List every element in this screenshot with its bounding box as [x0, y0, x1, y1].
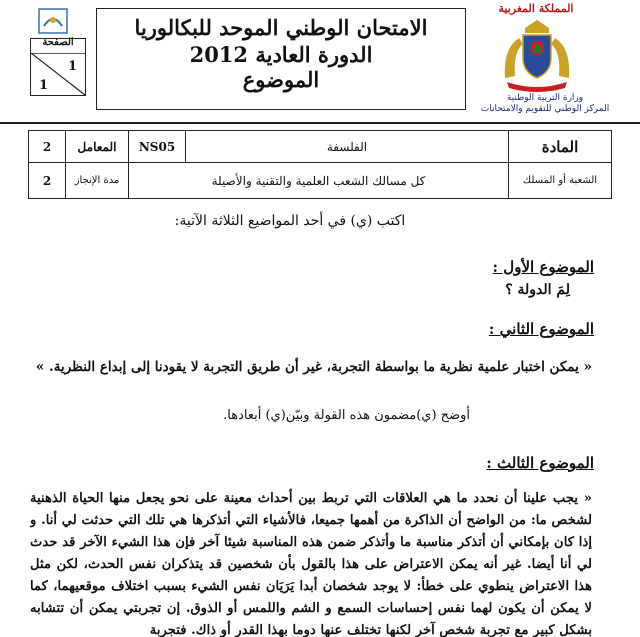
duration-label: مدة الإنجاز [66, 163, 129, 199]
coef-label: المعامل [66, 131, 129, 163]
exam-subject-label: الموضوع [242, 67, 320, 92]
page-label: الصفحة [42, 37, 74, 48]
branch-value: كل مسالك الشعب العلمية والتقنية والأصيلة [129, 163, 509, 199]
duration-value: 2 [29, 163, 66, 199]
coef-value: 2 [29, 131, 66, 163]
topic2-task: أوضح (ي)مضمون هذه القولة وبيّن(ي) أبعادها. [223, 408, 470, 423]
topic2-heading: الموضوع الثاني : [488, 320, 594, 338]
subject-label: المادة [509, 131, 612, 163]
exam-session: الدورة العادية 2012 [189, 42, 373, 67]
topic1-text: لِمَ الدولة ؟ [505, 282, 570, 298]
kingdom-title: المملكة المغربية [498, 2, 574, 15]
topic2-quote: « يمكن اختبار علمية نظرية ما بواسطة التجربة، غير أن طريق التجربة لا يقودنا إلى إبداع النظرية. » [35, 359, 592, 375]
subject-value: الفلسفة [186, 131, 509, 163]
page-total: 1 [67, 59, 77, 74]
ministry-line-1: وزارة التربية الوطنية [506, 93, 584, 103]
header-rule [0, 122, 640, 124]
topic1-heading: الموضوع الأول : [492, 258, 594, 276]
page-number: 1 [39, 78, 49, 93]
coat-of-arms-icon [497, 18, 577, 92]
topic3-text: « يجب علينا أن نحدد ما هي العلاقات التي تربط بين أحداث معينة على نحو يجعل منها الحياة الذهنية لشخص ما: من الواضح أن الذاكرة من أهمها جميعا، فالأشياء التي أتذكرها هي تلك التي حدثت لي أنا. و إذا كان بإمكاني أن أتذكر مناسبة ما وأتذكر ضمن هذه المناسبة شيئا آخر فإن هذا الشيء الآخر قد حدث لي أنا أيضا. غير أنه يمكن الاعتراض على هذا بالقول بأن شخصين قد يتذكران نفس الحدث، لكن مثل هذا الاعتراض ينطوي على خطأ: لا يوجد شخصان أبدا يَرَيَان نفس الشيء بسبب اختلاف موقعيهما، كما لا يمكن أن يكون لهما نفس إحساسات السمع و الشم واللمس أو الذوق. إن تجربتي يمكن أن تتشابه بشكل كبير مع تجربة شخص آخر لكنها تختلف عنها دوما بهذا القدر أو ذاك. فتجربة [30, 491, 592, 637]
exam-center-logo [38, 8, 68, 34]
exam-title: الامتحان الوطني الموحد للبكالوريا [134, 15, 428, 40]
subject-table [28, 130, 612, 199]
instruction: اكتب (ي) في أحد المواضيع الثلاثة الآتية: [174, 213, 406, 229]
topic3-heading: الموضوع الثالث : [486, 454, 594, 472]
ministry-line-2: المركز الوطني للتقويم والامتحانات [480, 104, 610, 114]
page-number-box [30, 38, 86, 96]
exam-title-box [96, 8, 466, 110]
branch-label: الشعبة أو المسلك [509, 163, 612, 199]
ministry-name [470, 93, 620, 115]
subject-code: NS05 [129, 131, 186, 163]
